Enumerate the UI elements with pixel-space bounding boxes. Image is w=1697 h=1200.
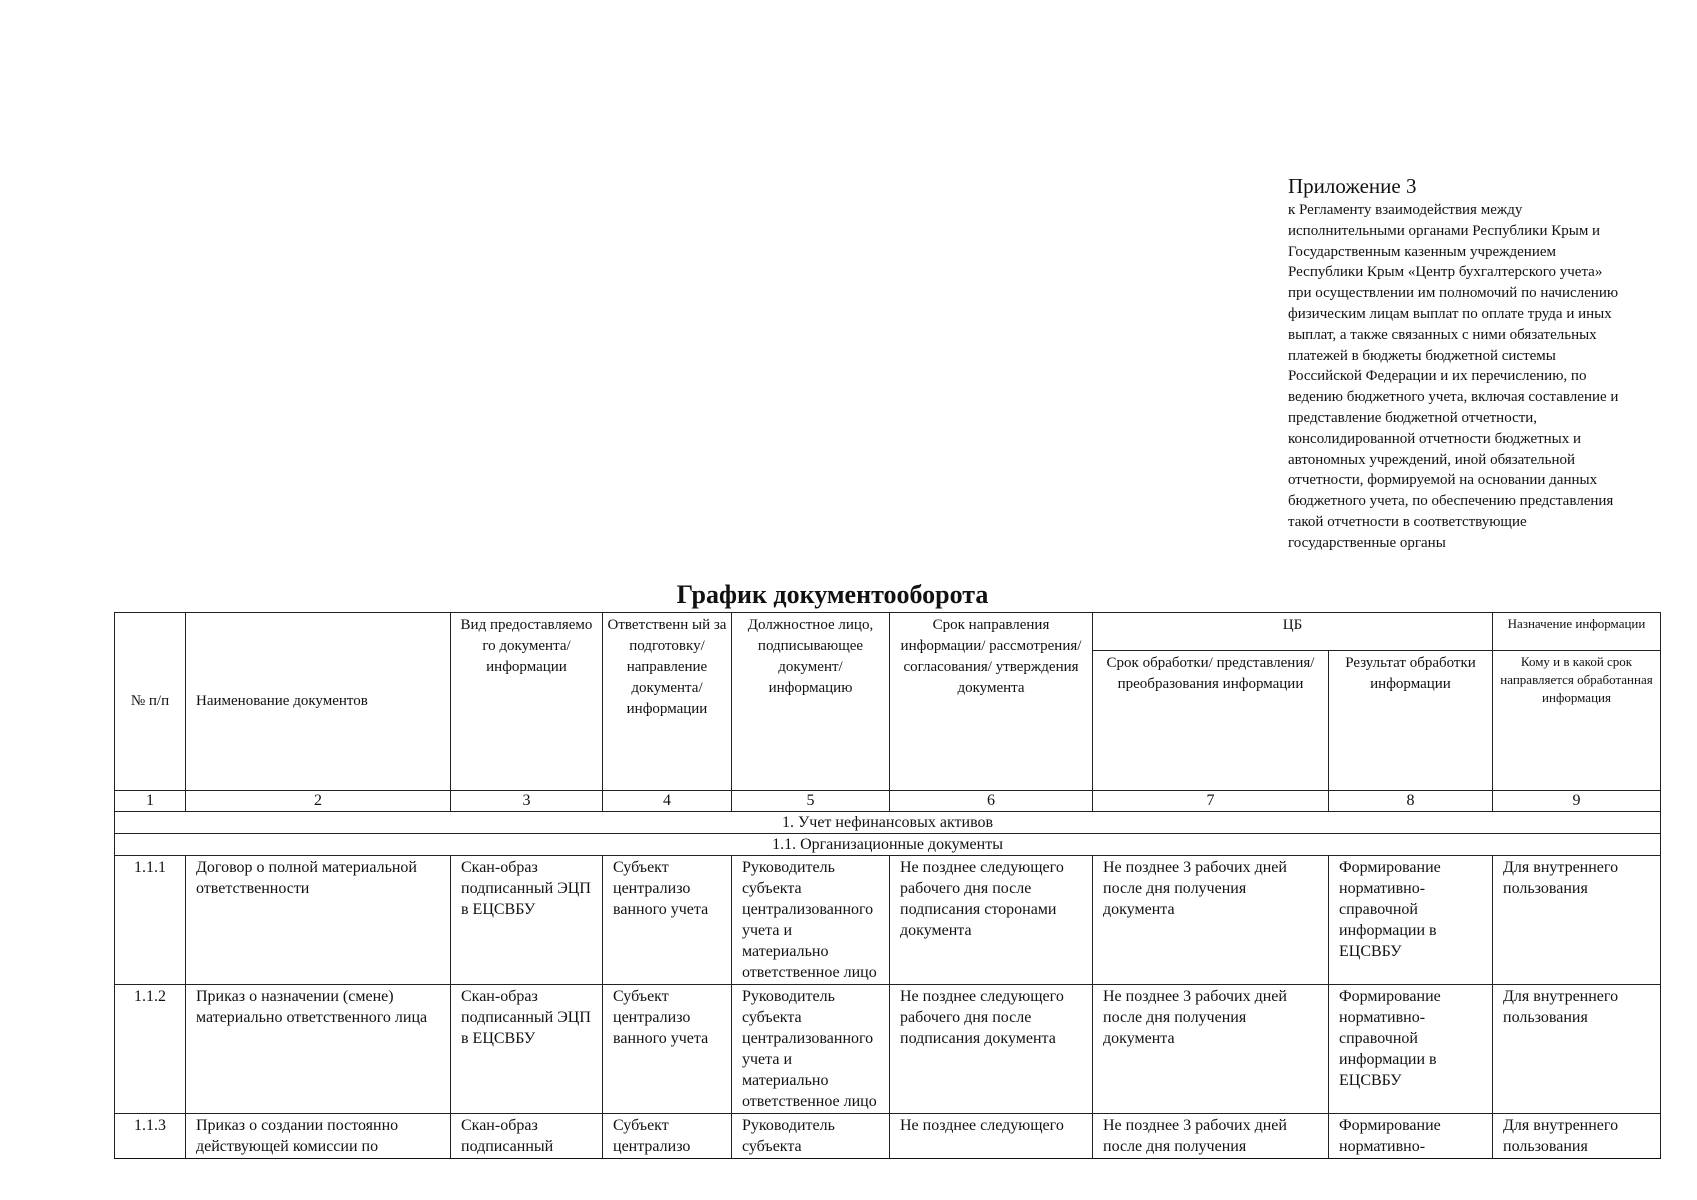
appendix-line: консолидированной отчетности бюджетных и <box>1288 430 1582 447</box>
column-number: 5 <box>732 791 890 812</box>
column-number: 8 <box>1329 791 1493 812</box>
appendix-line: к Регламенту взаимодействия между <box>1288 202 1523 218</box>
table-row <box>115 985 1661 1114</box>
subsection-title: 1.1. Организационные документы <box>115 834 1661 856</box>
column-number: 2 <box>186 791 451 812</box>
header-col-num: № п/п <box>115 613 186 791</box>
appendix-line: представление бюджетной отчетности, <box>1288 409 1538 426</box>
row-purpose: Для внутреннего пользования <box>1493 985 1661 1114</box>
column-number: 6 <box>890 791 1093 812</box>
appendix-line: бюджетного учета, по обеспечению представления <box>1288 493 1614 510</box>
appendix-line: платежей в бюджеты бюджетной системы <box>1288 347 1556 364</box>
row-document-type: Скан-образ подписанный <box>451 1114 603 1159</box>
table-header-row <box>115 613 1661 651</box>
appendix-line: Государственным казенным учреждением <box>1288 243 1557 260</box>
row-number: 1.1.1 <box>115 856 186 985</box>
row-number: 1.1.3 <box>115 1114 186 1159</box>
row-processing: Не позднее 3 рабочих дней после дня получения документа <box>1093 985 1329 1114</box>
appendix-line: исполнительными органами Республики Крым и <box>1288 222 1601 239</box>
appendix-line: при осуществлении им полномочий по начислению <box>1288 285 1619 302</box>
row-signer: Руководитель субъекта централизованного учета и материально ответственное лицо <box>732 856 890 985</box>
subsection-row <box>115 834 1661 856</box>
column-number: 9 <box>1493 791 1661 812</box>
appendix-line: государственные органы <box>1288 534 1446 551</box>
appendix-title: Приложение 3 <box>1288 174 1417 198</box>
table-row <box>115 856 1661 985</box>
column-number-row <box>115 791 1661 812</box>
header-col-signer: Должностное лицо, подписывающее документ/ информацию <box>732 613 890 791</box>
row-responsible: Субъект централизо ванного учета <box>603 856 732 985</box>
row-responsible: Субъект централизо <box>603 1114 732 1159</box>
header-col-responsible: Ответственн ый за подготовку/ направление документа/ информации <box>603 613 732 791</box>
row-signer: Руководитель субъекта <box>732 1114 890 1159</box>
column-number: 1 <box>115 791 186 812</box>
header-col-deadline: Срок направления информации/ рассмотрения/ согласования/ утверждения документа <box>890 613 1093 791</box>
row-purpose: Для внутреннего пользования <box>1493 856 1661 985</box>
section-row <box>115 812 1661 834</box>
row-deadline: Не позднее следующего рабочего дня после подписания сторонами документа <box>890 856 1093 985</box>
document-flow-table <box>114 612 1661 1159</box>
row-deadline: Не позднее следующего <box>890 1114 1093 1159</box>
appendix-text <box>1288 200 1697 554</box>
table-row <box>115 1114 1661 1159</box>
appendix-line: Российской Федерации и их перечислению, по <box>1288 368 1587 385</box>
row-result: Формирование нормативно-справочной информации в ЕЦСВБУ <box>1329 856 1493 985</box>
row-document-name: Приказ о создании постоянно действующей комиссии по <box>186 1114 451 1159</box>
appendix-line: автономных учреждений, иной обязательной <box>1288 451 1576 468</box>
header-group-purpose: Назначение информации <box>1493 613 1661 651</box>
document-title: График документооборота <box>676 580 989 609</box>
row-processing: Не позднее 3 рабочих дней после дня получения документа <box>1093 856 1329 985</box>
header-col-processing: Срок обработки/ представления/ преобразования информации <box>1093 651 1329 791</box>
row-result: Формирование нормативно- <box>1329 1114 1493 1159</box>
row-purpose: Для внутреннего пользования <box>1493 1114 1661 1159</box>
row-document-type: Скан-образ подписанный ЭЦП в ЕЦСВБУ <box>451 985 603 1114</box>
row-deadline: Не позднее следующего рабочего дня после подписания документа <box>890 985 1093 1114</box>
section-title: 1. Учет нефинансовых активов <box>115 812 1661 834</box>
row-responsible: Субъект централизо ванного учета <box>603 985 732 1114</box>
row-document-name: Приказ о назначении (смене) материально ответственного лица <box>186 985 451 1114</box>
column-number: 4 <box>603 791 732 812</box>
row-document-type: Скан-образ подписанный ЭЦП в ЕЦСВБУ <box>451 856 603 985</box>
appendix-line: Республики Крым «Центр бухгалтерского учета» <box>1288 264 1603 281</box>
row-signer: Руководитель субъекта централизованного учета и материально ответственное лицо <box>732 985 890 1114</box>
appendix-line: такой отчетности в соответствующие <box>1288 513 1527 530</box>
row-result: Формирование нормативно-справочной информации в ЕЦСВБУ <box>1329 985 1493 1114</box>
row-processing: Не позднее 3 рабочих дней после дня получения <box>1093 1114 1329 1159</box>
header-col-purpose: Кому и в какой срок направляется обработанная информация <box>1493 651 1661 791</box>
header-col-name: Наименование документов <box>186 613 451 791</box>
row-document-name: Договор о полной материальной ответственности <box>186 856 451 985</box>
appendix-line: отчетности, формируемой на основании данных <box>1288 472 1598 489</box>
appendix-block <box>1288 174 1697 554</box>
appendix-line: ведению бюджетного учета, включая составление и <box>1288 389 1619 406</box>
appendix-line: выплат, а также связанных с ними обязательных <box>1288 326 1597 343</box>
appendix-line: физическим лицам выплат по оплате труда и иных <box>1288 305 1612 322</box>
header-col-type: Вид предоставляемо го документа/ информации <box>451 613 603 791</box>
column-number: 7 <box>1093 791 1329 812</box>
header-group-cb: ЦБ <box>1093 613 1493 651</box>
row-number: 1.1.2 <box>115 985 186 1114</box>
column-number: 3 <box>451 791 603 812</box>
header-col-result: Результат обработки информации <box>1329 651 1493 791</box>
